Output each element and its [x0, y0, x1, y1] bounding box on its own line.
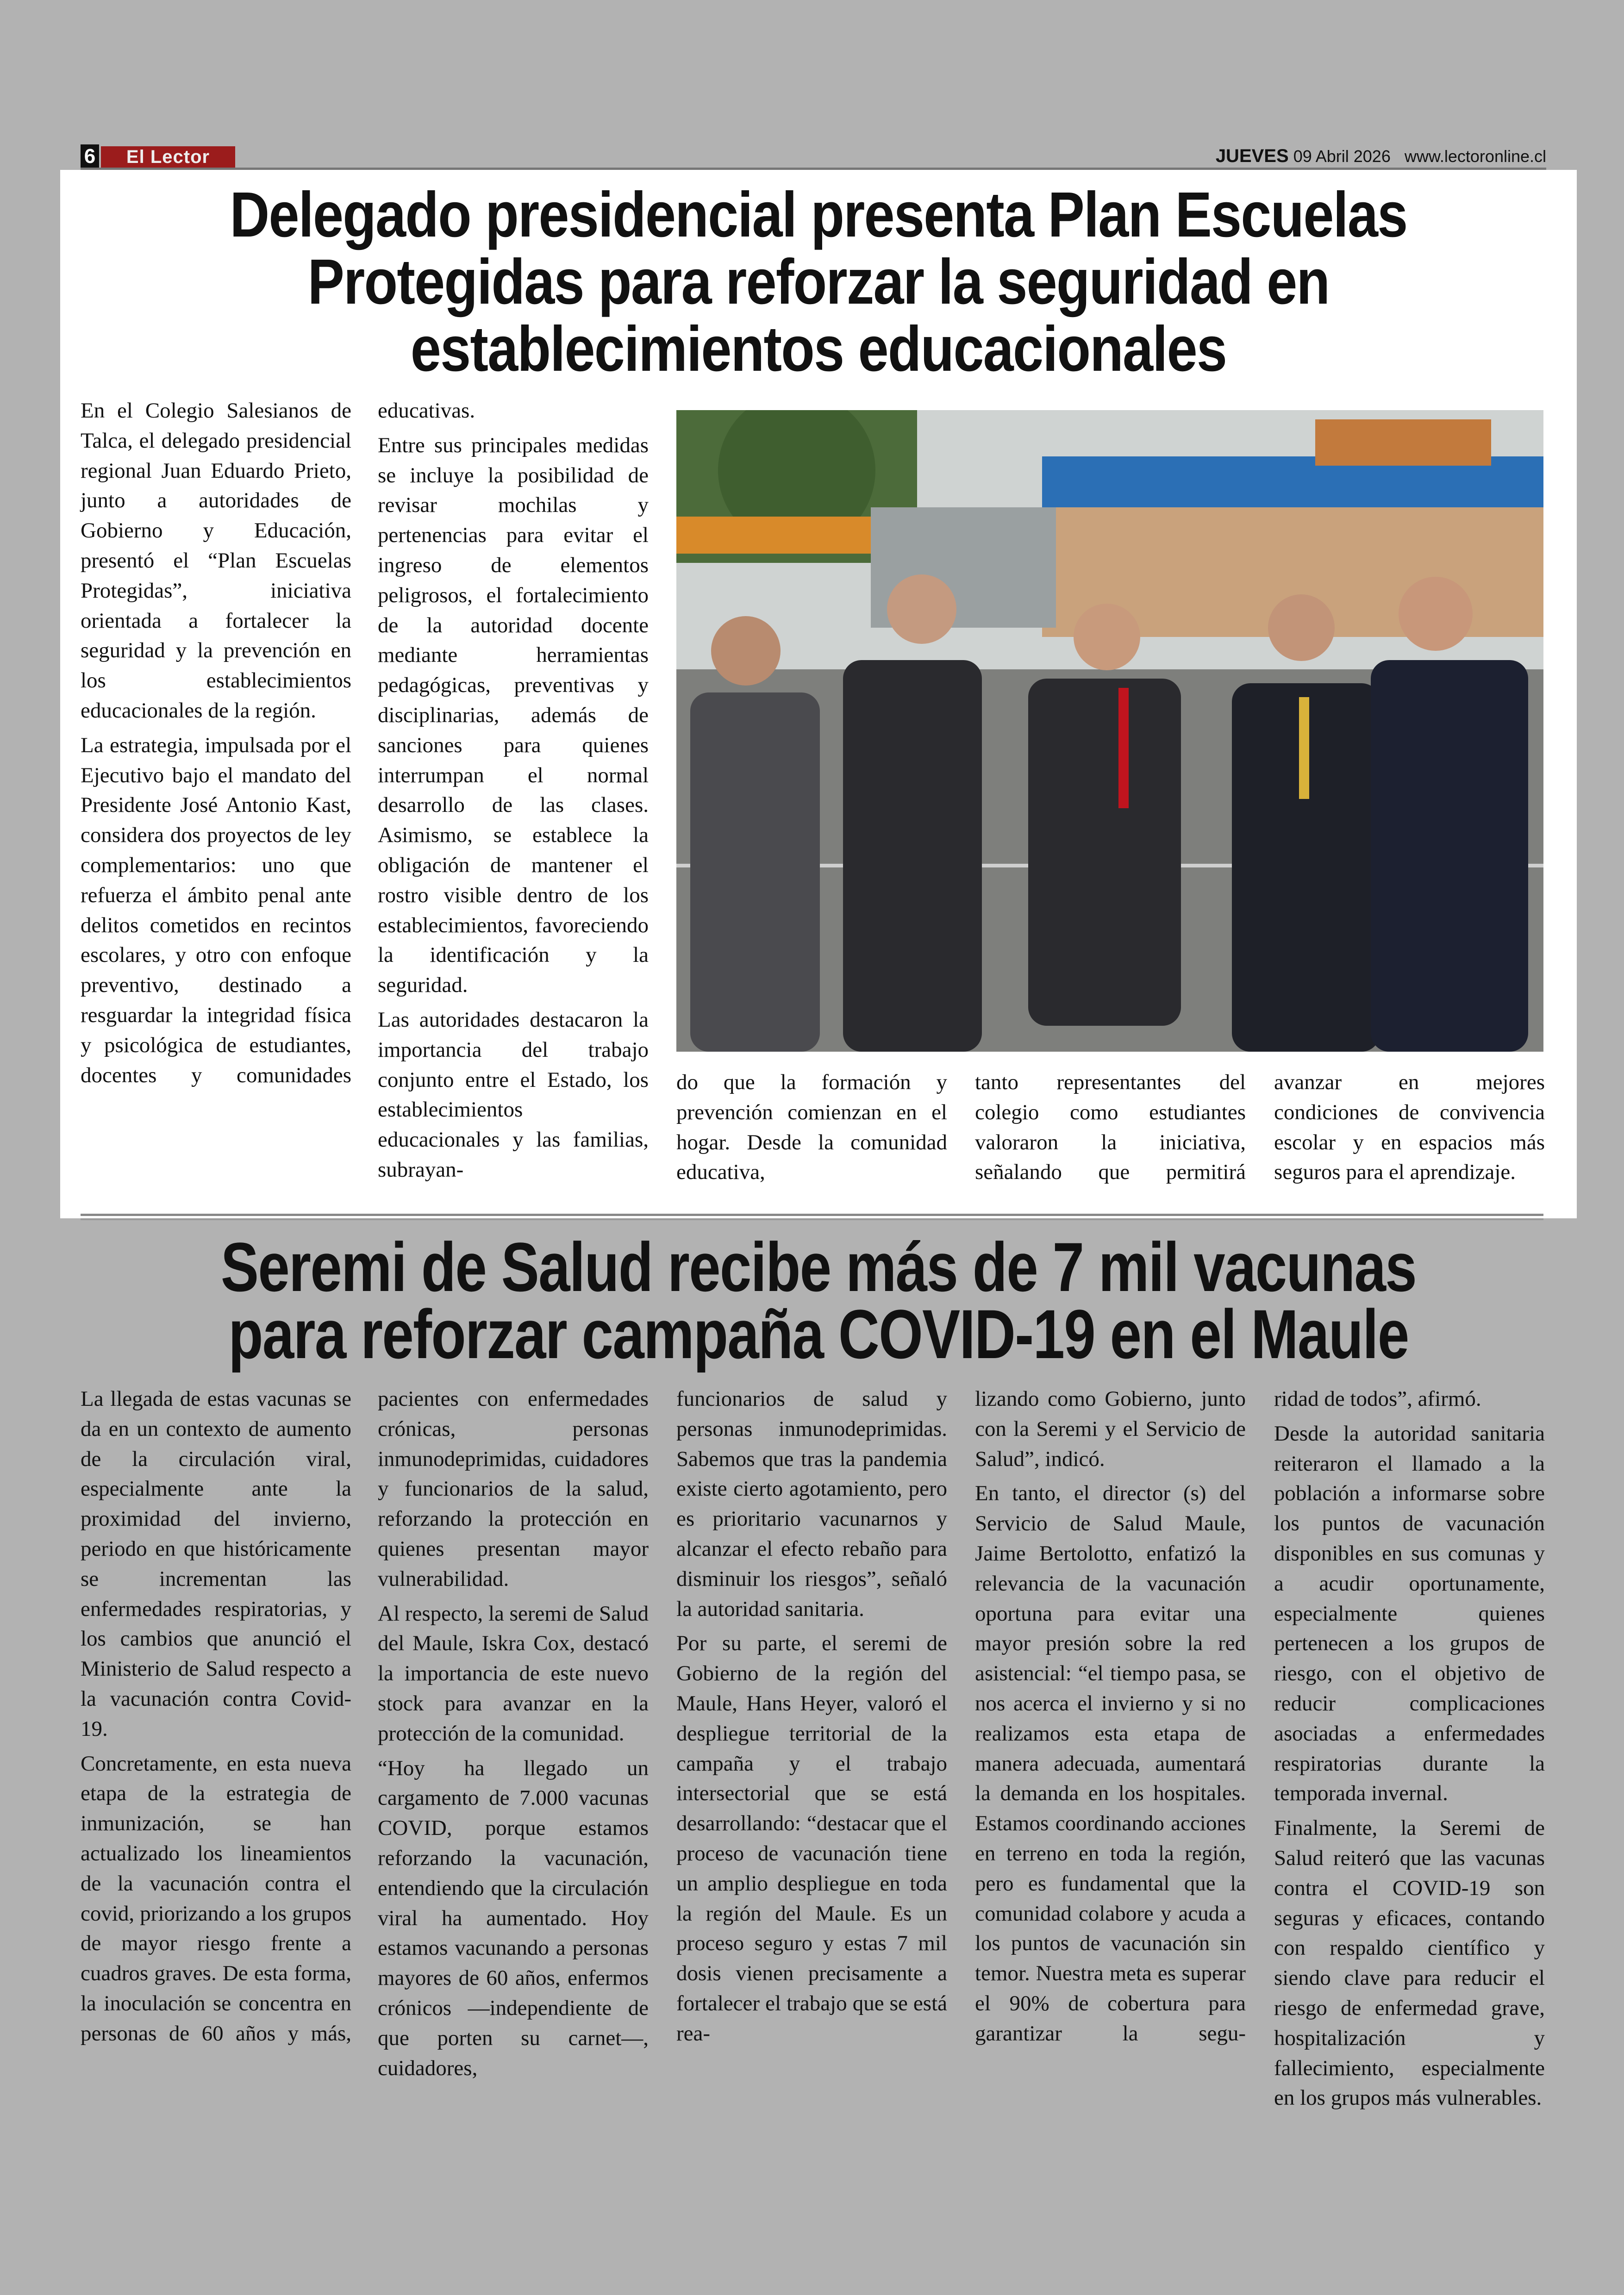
- article2-headline: Seremi de Salud recibe más de 7 mil vacunas para reforzar campaña COVID-19 en el Maule: [220, 1228, 1417, 1373]
- paragraph: Por su parte, el seremi de Gobierno de la región del Maule, Hans Heyer, valoró el despliegue territorial de la campaña y el trabajo intersectorial que se está desarrollando: “destacar que el proceso de vacunación tiene un amplio despliegue en toda la región del Maule. Es un proceso seguro y estas 7 mil dosis vienen precisamente a fortalecer el trabajo que se está rea-: [676, 1631, 947, 2046]
- newspaper-logo: El Lector: [101, 146, 235, 168]
- page-header: [81, 144, 1546, 168]
- article1-column-1: [81, 396, 351, 1095]
- paragraph: ridad de todos”, afirmó.: [1274, 1387, 1481, 1411]
- paragraph: do que la formación y prevención comienzan en el hogar. Desde la comunidad educativa,: [676, 1070, 947, 1185]
- article1-headline: Delegado presidencial presenta Plan Escuelas Protegidas para reforzar la seguridad en establecimientos educacionales: [230, 179, 1407, 385]
- paragraph: En tanto, el director (s) del Servicio de Salud Maule, Jaime Bertolotto, enfatizó la relevancia de la vacunación oportuna para evitar una mayor presión sobre la red asistencial: “el tiempo pasa, se nos acerca el invierno y si no realizamos esta etapa de manera adecuada, aumentará la demanda en los hospitales. Estamos coordinando acciones en terreno en toda la región, pero es fundamental que la comunidad colabore y acuda a los puntos de vacunación sin temor. Nuestra meta es superar el 90% de cobertura para garantizar la segu-: [975, 1481, 1246, 2046]
- website-link[interactable]: www.lectoronline.cl: [1404, 147, 1546, 166]
- paragraph: Finalmente, la Seremi de Salud reiteró que las vacunas contra el COVID-19 son seguras y eficaces, contando con respaldo científico y siendo clave para reducir el riesgo de enfermedad grave, hospitalización y fallecimiento, especialmente en los grupos más vulnerables.: [1274, 1816, 1545, 2110]
- page-number: 6: [81, 144, 99, 168]
- article2-column-2: [378, 1384, 649, 2088]
- article1-column-4: [975, 1067, 1246, 1192]
- article2-column-1: [81, 1384, 351, 2053]
- article2-column-5: [1274, 1384, 1545, 2118]
- section-divider: [81, 1214, 1543, 1220]
- paragraph: Concretamente, en esta nueva etapa de la estrategia de inmunización, se han actualizado los lineamientos de la vacunación contra el covid, priorizando a los grupos de mayor riesgo frente a cuadros graves. De esta forma, la inoculación se concentra en personas de 60 años y más,: [81, 1751, 351, 2046]
- date: 09 Abril 2026: [1293, 147, 1391, 166]
- paragraph: educativas.: [378, 399, 475, 423]
- paragraph: “Hoy ha llegado un cargamento de 7.000 vacunas COVID, porque estamos reforzando la vacunación, entendiendo que la circulación viral ha aumentado. Hoy estamos vacunando a personas mayores de 60 años, enfermos crónicos —independiente de que porten su carnet—, cuidadores,: [378, 1756, 649, 2080]
- article1-column-5: [1274, 1067, 1545, 1192]
- paragraph: Desde la autoridad sanitaria reiteraron el llamado a la población a informarse sobre los puntos de vacunación disponibles en sus comunas y a acudir oportunamente, especialmente quienes pertenecen a los grupos de riesgo, con el objetivo de reducir complicaciones asociadas a enfermedades respiratorias durante la temporada invernal.: [1274, 1421, 1545, 1806]
- paragraph: avanzar en mejores condiciones de convivencia escolar y en espacios más seguros para el aprendizaje.: [1274, 1070, 1545, 1185]
- paragraph: funcionarios de salud y personas inmunodeprimidas. Sabemos que tras la pandemia existe cierto agotamiento, pero es prioritario vacunarnos y alcanzar el efecto rebaño para disminuir los riesgos”, señaló la autoridad sanitaria.: [676, 1387, 947, 1621]
- paragraph: Entre sus principales medidas se incluye la posibilidad de revisar mochilas y pertenencias para evitar el ingreso de elementos peligrosos, el fortalecimiento de la autoridad docente mediante herramientas pedagógicas, preventivas y disciplinarias, además de sanciones para quienes interrumpan el normal desarrollo de las clases. Asimismo, se establece la obligación de mantener el rostro visible dentro de los establecimientos, favoreciendo la identificación y la seguridad.: [378, 433, 649, 998]
- article2-column-3: [676, 1384, 947, 2053]
- paragraph: lizando como Gobierno, junto con la Seremi y el Servicio de Salud”, indicó.: [975, 1387, 1246, 1471]
- article1-column-3: [676, 1067, 947, 1192]
- dateline: [1216, 144, 1546, 168]
- photo-officials-at-school: [676, 410, 1543, 1052]
- paragraph: La llegada de estas vacunas se da en un contexto de aumento de la circulación viral, especialmente ante la proximidad del invierno, periodo en que históricamente se incrementan las enfermedades respiratorias, y los cambios que anunció el Ministerio de Salud respecto a la vacunación contra Covid-19.: [81, 1387, 351, 1741]
- paragraph: pacientes con enfermedades crónicas, personas inmunodeprimidas, cuidadores y funcionarios de la salud, reforzando la protección en quienes presentan mayor vulnerabilidad.: [378, 1387, 649, 1591]
- paragraph: Al respecto, la seremi de Salud del Maule, Iskra Cox, destacó la importancia de este nuevo stock para avanzar en la protección de la comunidad.: [378, 1601, 649, 1746]
- paragraph: Las autoridades destacaron la importancia del trabajo conjunto entre el Estado, los establecimientos educacionales y las familias, subrayan-: [378, 1007, 649, 1182]
- weekday: JUEVES: [1215, 146, 1289, 166]
- article1-column-2: [378, 396, 649, 1190]
- article1-photo: [676, 410, 1543, 1052]
- article2-column-4: [975, 1384, 1246, 2053]
- paragraph: En el Colegio Salesianos de Talca, el delegado presidencial regional Juan Eduardo Prieto, junto a autoridades de Gobierno y Educación, presentó el “Plan Escuelas Protegidas”, iniciativa orientada a fortalecer la seguridad y la prevención en los establecimientos educacionales de la región.: [81, 399, 351, 723]
- paragraph: tanto representantes del colegio como estudiantes valoraron la iniciativa, señalando que permitirá: [975, 1070, 1246, 1185]
- paragraph: La estrategia, impulsada por el Ejecutivo bajo el mandato del Presidente José Antonio Kast, considera dos proyectos de ley complementarios: uno que refuerza el ámbito penal ante delitos cometidos en recintos escolares, y otro con enfoque preventivo, destinado a resguardar la integridad física y psicológica de estudiantes, docentes y comunidades: [81, 733, 351, 1087]
